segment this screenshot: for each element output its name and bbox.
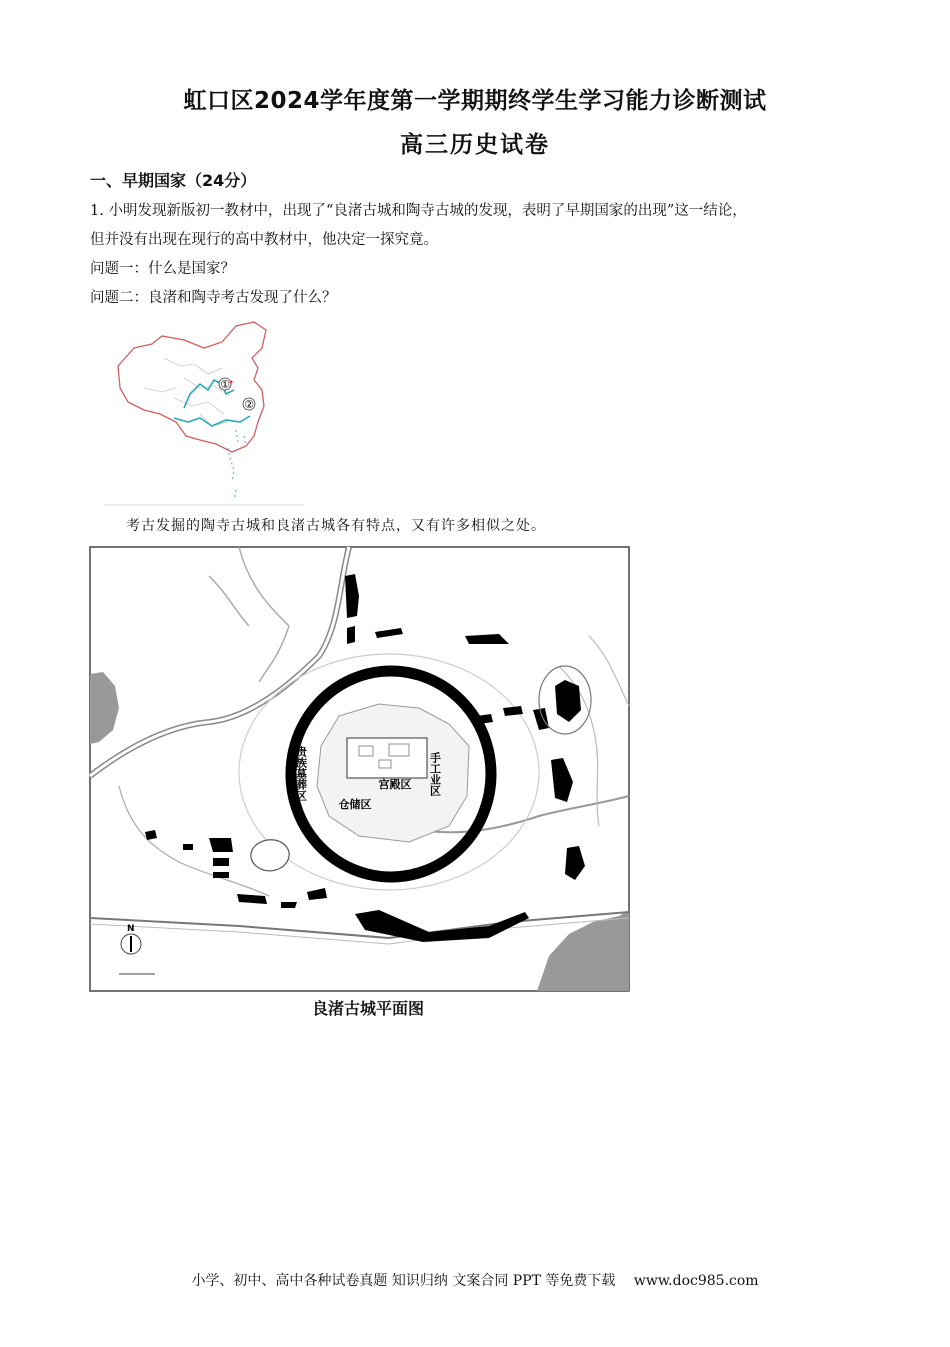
yangtze-river: [174, 416, 250, 426]
liangzhu-city-plan: [89, 546, 630, 992]
question-intro-line1: 1. 小明发现新版初一教材中，出现了“良渚古城和陶寺古城的发现，表明了早期国家的出现”这一结论，: [90, 203, 747, 219]
question-intro-line2: 但并没有出现在现行的高中教材中，他决定一探究竟。: [90, 232, 438, 248]
exam-title: 虹口区2024学年度第一学期期终学生学习能力诊断测试: [183, 88, 767, 114]
sites-caption: 考古发掘的陶寺古城和良渚古城各有特点，又有许多相似之处。: [126, 518, 546, 534]
china-outline: [118, 322, 266, 452]
label-craft-area: 手工业区: [428, 752, 442, 796]
question-one: 问题一：什么是国家？: [90, 261, 235, 277]
dike-segment: [281, 902, 297, 908]
china-map: [104, 318, 304, 508]
label-elite-tomb-area: 贵族墓葬区: [294, 746, 308, 801]
footer-text: 小学、初中、高中各种试卷真题 知识归纳 文案合同 PPT 等免费下载: [191, 1273, 616, 1289]
page-footer: [0, 1270, 950, 1290]
coastal-islands: [228, 430, 246, 500]
inner-boundaries: [144, 358, 230, 426]
label-palace-area: 宫殿区: [378, 778, 412, 791]
dike-segment: [213, 858, 229, 866]
label-storage-area: 仓储区: [338, 798, 372, 811]
dike-segment: [209, 838, 233, 852]
site-dot: [230, 381, 233, 384]
liangzhu-map-caption: 良渚古城平面图: [312, 999, 425, 1018]
section-heading: 一、早期国家（24分）: [90, 171, 257, 190]
north-label: N: [127, 924, 135, 934]
site-marker-1: ①: [220, 378, 230, 391]
question-two: 问题二：良渚和陶寺考古发现了什么？: [90, 290, 337, 306]
dike-segment: [347, 626, 355, 644]
dike-segment: [213, 872, 229, 878]
site-marker-2: ②: [244, 398, 254, 411]
palace-area-box: [347, 738, 427, 778]
exam-subtitle: 高三历史试卷: [400, 132, 550, 158]
southwest-pond: [251, 840, 289, 871]
footer-url[interactable]: www.doc985.com: [633, 1273, 759, 1289]
dike-segment: [183, 844, 193, 850]
